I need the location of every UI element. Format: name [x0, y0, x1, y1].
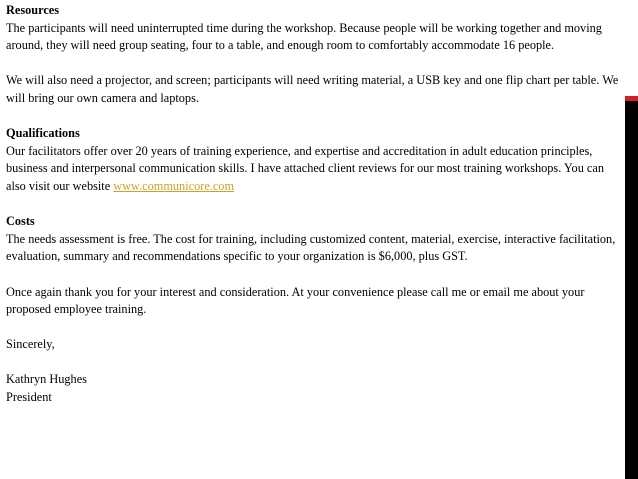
spacer — [6, 354, 620, 372]
signer-title: President — [6, 390, 52, 405]
resources-paragraph-1: The participants will need uninterrupted time during the workshop. Because people will be working together and moving around, they will need group seating, four to a table, and enough room to comfortably accommodate 16 people. — [6, 20, 602, 53]
costs-heading: Costs — [6, 214, 35, 229]
spacer — [6, 319, 620, 337]
salutation: Sincerely, — [6, 337, 55, 352]
closing-paragraph: Once again thank you for your interest and consideration. At your convenience please call me or email me about your proposed employee training. — [6, 284, 585, 317]
costs-paragraph: The needs assessment is free. The cost for training, including customized content, material, exercise, interactive facilitation, evaluation, summary and recommendations specific to your organization is $6,000, plus GST. — [6, 231, 616, 264]
qualifications-heading: Qualifications — [6, 126, 80, 141]
website-link[interactable]: www.communicore.com — [113, 178, 235, 193]
accent-bar-red-stripe — [625, 96, 638, 101]
resources-heading: Resources — [6, 3, 60, 17]
spacer — [6, 196, 620, 214]
qualifications-paragraph — [6, 143, 620, 196]
signer-name: Kathryn Hughes — [6, 372, 87, 387]
resources-paragraph-2: We will also need a projector, and screen; participants will need writing material, a USB key and one flip chart per table. We will bring our own camera and laptops. — [6, 73, 619, 105]
side-accent-bar — [625, 96, 638, 479]
spacer — [6, 55, 620, 73]
spacer — [6, 108, 620, 126]
letter-body — [6, 2, 620, 407]
spacer — [6, 266, 620, 284]
qualifications-text: Our facilitators offer over 20 years of training experience, and expertise and accreditation in adult education principles, business and interpersonal communication skills. I have attached client reviews for our most training workshops. You can also visit our website — [6, 143, 604, 193]
